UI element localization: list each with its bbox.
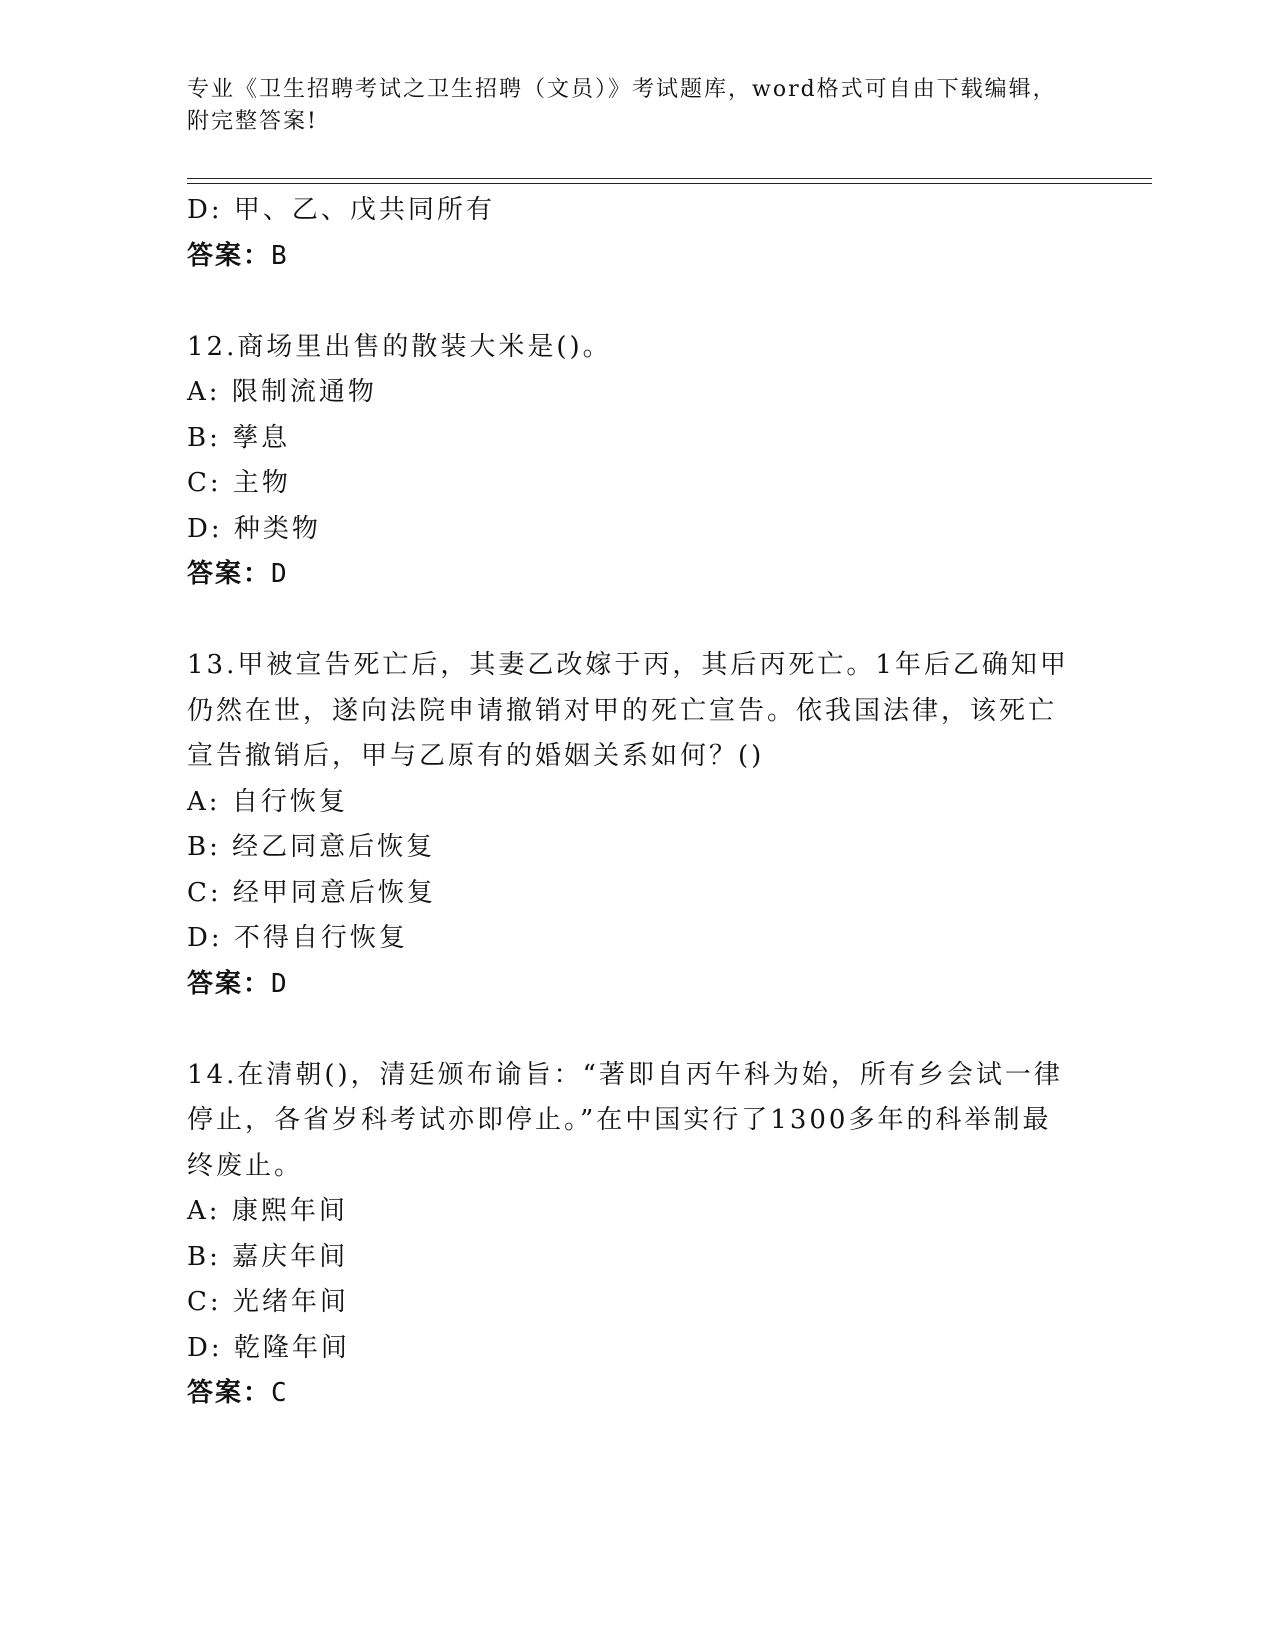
- answer-value: B: [271, 240, 289, 271]
- option-text: 限制流通物: [231, 377, 377, 407]
- option-label: A:: [187, 377, 221, 407]
- answer-label: 答案：: [187, 559, 272, 589]
- option-line: [187, 780, 1087, 826]
- option-line: [187, 461, 1087, 507]
- header-divider-top: [187, 178, 1152, 179]
- document-header: 专业《卫生招聘考试之卫生招聘（文员）》考试题库，word格式可自由下载编辑，附完整答案!: [187, 77, 1057, 134]
- option-line: [187, 1235, 1087, 1281]
- spacer: [187, 598, 1087, 644]
- option-line: [187, 416, 1087, 462]
- option-label: D:: [187, 923, 223, 953]
- option-line: [187, 1189, 1087, 1235]
- option-label: D:: [187, 195, 223, 225]
- answer-value: D: [271, 559, 289, 589]
- option-text: 乾隆年间: [233, 1332, 350, 1363]
- option-label: C:: [187, 877, 222, 908]
- option-label: B:: [187, 832, 221, 862]
- option-line: [187, 825, 1087, 871]
- option-label: D:: [187, 513, 223, 544]
- question-content: [187, 188, 1087, 1417]
- option-text: 嘉庆年间: [232, 1241, 349, 1272]
- option-text: 甲、乙、戊共同所有: [233, 195, 495, 225]
- option-label: B:: [187, 422, 221, 453]
- option-text: 经乙同意后恢复: [232, 832, 436, 862]
- option-text: 自行恢复: [231, 786, 348, 817]
- option-line: [187, 188, 1087, 234]
- option-line: [187, 1280, 1087, 1326]
- spacer: [187, 279, 1087, 325]
- option-text: 种类物: [233, 513, 321, 544]
- option-line: [187, 916, 1087, 962]
- question-stem: 12.商场里出售的散装大米是()。: [187, 331, 612, 362]
- question-stem: 14.在清朝()，清廷颁布谕旨：“著即自丙午科为始，所有乡会试一律停止，各省岁科考试亦即停止。”在中国实行了1300多年的科举制最终废止。: [187, 1059, 1063, 1181]
- answer-value: D: [271, 968, 289, 999]
- option-text: 康熙年间: [231, 1196, 348, 1226]
- option-text: 不得自行恢复: [233, 923, 408, 953]
- option-label: A:: [187, 1196, 221, 1226]
- answer-line: [187, 552, 1087, 598]
- option-label: A:: [187, 786, 221, 817]
- option-label: D:: [187, 1332, 223, 1363]
- option-label: C:: [187, 468, 222, 498]
- answer-line: [187, 962, 1087, 1008]
- option-line: [187, 370, 1087, 416]
- option-label: C:: [187, 1287, 222, 1317]
- question-stem: 13.甲被宣告死亡后，其妻乙改嫁于丙，其后丙死亡。1年后乙确知甲仍然在世，遂向法院申请撤销对甲的死亡宣告。依我国法律，该死亡宣告撤销后，甲与乙原有的婚姻关系如何？(): [187, 650, 1069, 771]
- answer-line: [187, 1371, 1087, 1417]
- header-divider-bottom: [187, 183, 1152, 184]
- option-text: 主物: [232, 468, 291, 498]
- answer-value: C: [271, 1378, 289, 1408]
- option-text: 孳息: [232, 422, 291, 453]
- answer-line: [187, 234, 1087, 280]
- spacer: [187, 1007, 1087, 1053]
- option-line: [187, 871, 1087, 917]
- answer-label: 答案：: [187, 968, 272, 999]
- option-text: 经甲同意后恢复: [232, 877, 436, 908]
- option-line: [187, 507, 1087, 553]
- option-text: 光绪年间: [232, 1287, 349, 1317]
- option-label: B:: [187, 1241, 221, 1272]
- answer-label: 答案：: [187, 1378, 272, 1408]
- option-line: [187, 1326, 1087, 1372]
- answer-label: 答案：: [187, 240, 272, 271]
